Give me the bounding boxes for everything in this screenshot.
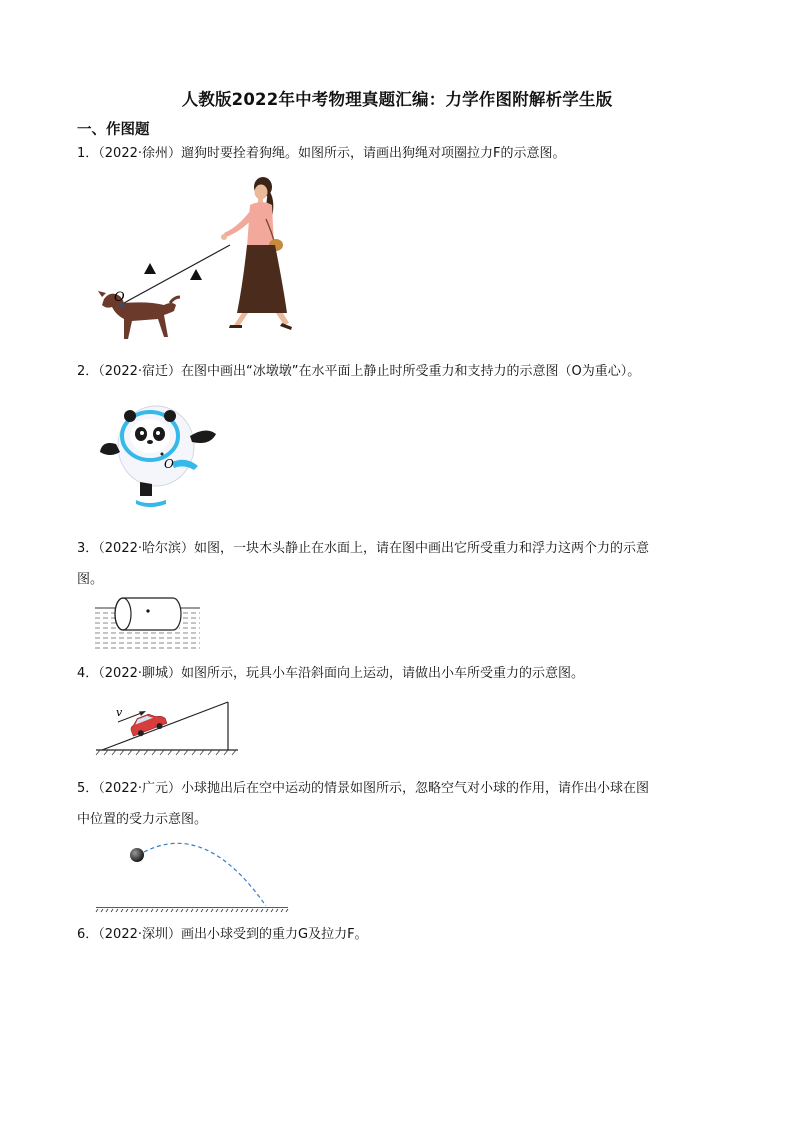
- question-4: [77, 658, 717, 689]
- question-6: [77, 919, 717, 950]
- question-source: （2022·哈尔滨）: [98, 541, 194, 556]
- question-number: 3．: [77, 541, 99, 556]
- question-text: 如图，一块木头静止在水面上，请在图中画出它所受重力和浮力这两个力的示意: [194, 541, 650, 556]
- question-text-continued: 图。: [77, 572, 104, 587]
- question-number: 5．: [77, 781, 99, 796]
- question-source: （2022·广元）: [98, 781, 181, 796]
- question-text: 小球抛出后在空中运动的情景如图所示，忽略空气对小球的作用，请作出小球在图: [181, 781, 650, 796]
- question-source: （2022·聊城）: [98, 666, 181, 681]
- velocity-label: v: [116, 706, 123, 719]
- figure-thrown-ball: [96, 838, 296, 918]
- question-number: 2．: [77, 364, 99, 379]
- question-text: 如图所示，玩具小车沿斜面向上运动，请做出小车所受重力的示意图。: [181, 666, 585, 681]
- triangle-marker-right: [190, 269, 202, 280]
- woman-figure: [221, 177, 292, 330]
- question-1: [77, 138, 717, 169]
- toy-car: [128, 709, 168, 739]
- question-5: [77, 773, 717, 835]
- center-of-gravity-label: O: [164, 457, 174, 471]
- ball: [130, 848, 144, 862]
- triangle-marker-left: [144, 263, 156, 274]
- question-2: [77, 356, 717, 387]
- log-cylinder: [115, 598, 181, 630]
- question-number: 4．: [77, 666, 99, 681]
- question-text: 在图中画出“冰墩墩”在水平面上静止时所受重力和支持力的示意图（O为重心）。: [181, 364, 641, 379]
- dog-figure: [98, 291, 180, 339]
- point-o-label: O: [114, 290, 125, 305]
- question-3: [77, 533, 717, 595]
- figure-incline-car: [96, 700, 246, 760]
- figure-log-on-water: [95, 596, 205, 656]
- figure-bing-dwen-dwen: [96, 400, 221, 515]
- leash-line: [124, 245, 230, 303]
- log-center-dot: [146, 609, 149, 612]
- section-heading: 一、作图题: [77, 122, 150, 138]
- question-source: （2022·深圳）: [98, 927, 181, 942]
- question-text: 画出小球受到的重力G及拉力F。: [181, 927, 368, 942]
- question-source: （2022·徐州）: [98, 146, 181, 161]
- trajectory-dashed: [144, 843, 266, 906]
- question-number: 1．: [77, 146, 99, 161]
- question-number: 6．: [77, 927, 99, 942]
- question-source: （2022·宿迁）: [98, 364, 181, 379]
- page-title: 人教版2022年中考物理真题汇编：力学作图附解析学生版: [181, 90, 613, 109]
- question-text-continued: 中位置的受力示意图。: [77, 812, 208, 827]
- question-text: 遛狗时要拴着狗绳。如图所示，请画出狗绳对项圈拉力F的示意图。: [181, 146, 566, 161]
- figure-dog-walking: [90, 175, 310, 335]
